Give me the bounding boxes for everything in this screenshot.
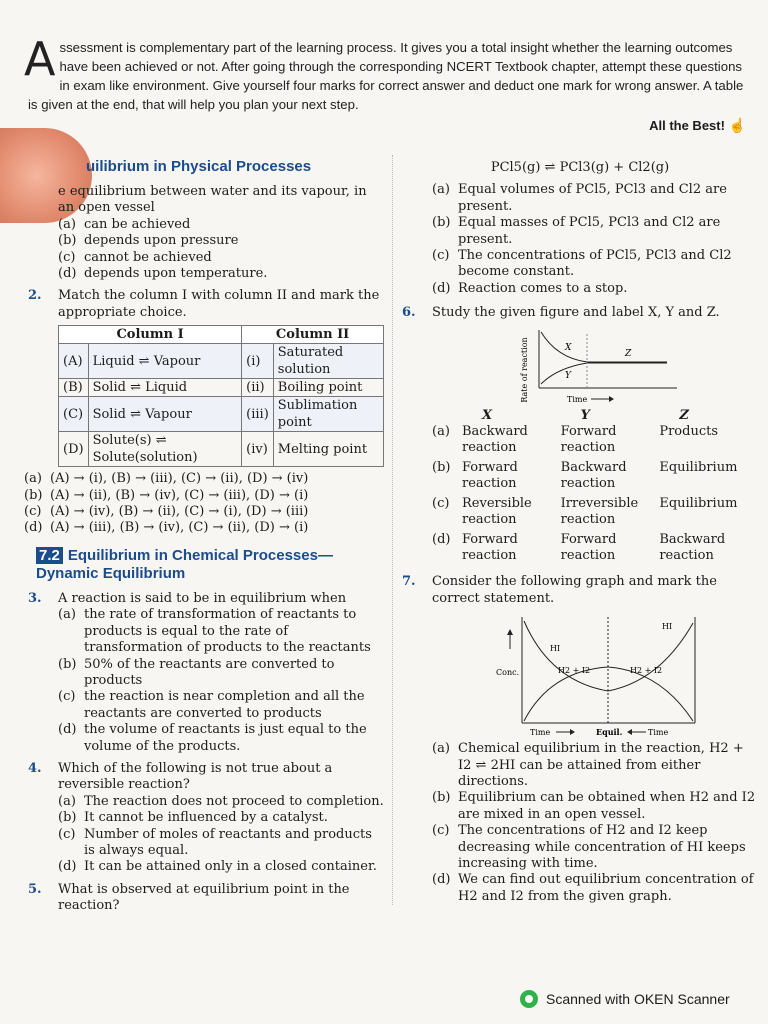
column-header: Column II	[242, 326, 384, 344]
option-letter: (d)	[58, 266, 77, 282]
option-letter: (c)	[432, 248, 450, 264]
option-item	[58, 266, 384, 282]
option-letter: (c)	[58, 826, 76, 842]
option-text: (A) → (i), (B) → (iii), (C) → (ii), (D) → (iv)	[50, 471, 309, 487]
option-letter: (d)	[432, 531, 451, 547]
option-letter: (b)	[58, 233, 77, 249]
option-text: The concentrations of PCl5, PCl3 and Cl2 become constant.	[458, 248, 732, 280]
section-title-chemical	[24, 547, 366, 583]
option-letter: (c)	[24, 504, 42, 520]
table-row	[59, 379, 384, 397]
option-item	[58, 794, 384, 810]
match-table	[58, 325, 384, 467]
graph-time-right: Time	[648, 728, 669, 738]
xyz-row	[432, 532, 758, 565]
xyz-cell: Forward reaction	[560, 531, 617, 563]
left-column	[24, 158, 384, 919]
option-item	[24, 471, 384, 487]
thumbs-up-icon: ☝	[728, 117, 746, 133]
xyz-cell: Equilibrium	[659, 495, 738, 511]
option-item	[24, 504, 384, 520]
option-letter: (a)	[432, 424, 450, 440]
question-number: 6.	[402, 305, 416, 321]
option-text: depends upon temperature.	[84, 266, 268, 282]
graph-hi-mid: HI	[550, 644, 561, 654]
question-text: Consider the following graph and mark the correct statement.	[432, 574, 717, 606]
option-text: Chemical equilibrium in the reaction, H2 + I2 ⇌ 2HI can be attained from either directions.	[458, 741, 744, 789]
table-cell: (i)	[242, 344, 274, 379]
xyz-cell: Forward reaction	[560, 424, 617, 456]
option-text: the volume of reactants is just equal to the volume of the products.	[84, 722, 367, 754]
graph-curve-h2i2-right	[608, 667, 693, 721]
option-text: The reaction does not proceed to completion.	[84, 793, 384, 809]
option-letter: (b)	[432, 790, 451, 806]
option-text: Equal masses of PCl5, PCl3 and Cl2 are present.	[458, 215, 721, 247]
right-column	[402, 158, 758, 905]
xyz-row	[432, 460, 758, 493]
question-text: e equilibrium between water and its vapour, in an open vessel	[58, 184, 367, 216]
question-2	[24, 288, 384, 321]
option-letter: (c)	[432, 823, 450, 839]
conc-graph	[490, 611, 720, 741]
option-letter: (a)	[58, 607, 76, 623]
xyz-cell: Backward reaction	[462, 424, 528, 456]
xyz-header-y: Y	[580, 407, 590, 423]
question-2-options	[24, 471, 384, 537]
option-text: 50% of the reactants are converted to products	[84, 656, 335, 688]
intro-text: ssessment is complementary part of the learning process. It gives you a total insight whether the learning outcomes have been achieved or not. After going through the corresponding NCERT Textbook chapter, attempt these questions in exam like environment. Give yourself four marks for correct answer and deduct one mark for wrong answer. A table is given at the end, that will help you plan your next step.	[28, 40, 744, 112]
option-item	[58, 810, 384, 826]
table-cell: Solid ⇌ Vapour	[88, 397, 242, 432]
option-item	[58, 859, 384, 875]
option-item	[24, 488, 384, 504]
question-7	[402, 574, 758, 607]
option-text: depends upon pressure	[84, 233, 239, 249]
xyz-cell: Equilibrium	[659, 459, 738, 475]
option-letter: (b)	[432, 215, 451, 231]
graph-curve-hi-right	[608, 623, 693, 691]
table-cell: Saturated solution	[273, 344, 383, 379]
option-text: It cannot be influenced by a catalyst.	[84, 810, 328, 826]
table-cell: Solid ⇌ Liquid	[88, 379, 242, 397]
question-text: Which of the following is not true about a reversible reaction?	[58, 760, 333, 793]
scanner-text: Scanned with OKEN Scanner	[546, 991, 730, 1007]
table-cell: (iii)	[242, 397, 274, 432]
question-4	[24, 761, 384, 876]
option-letter: (c)	[58, 689, 76, 705]
option-item	[432, 741, 758, 790]
graph-time-left: Time	[530, 728, 551, 738]
graph-equil-label: Equil.	[596, 727, 623, 738]
graph-curve-h2i2-left	[524, 621, 608, 691]
all-the-best	[649, 117, 746, 134]
graph-h2i2-left: H2 + I2	[558, 666, 591, 676]
xyz-row	[432, 424, 758, 457]
question-1	[24, 184, 384, 282]
scanner-watermark	[520, 990, 730, 1008]
option-letter: (a)	[24, 471, 42, 487]
option-letter: (c)	[58, 249, 76, 265]
section-title-text: Equilibrium in Chemical Processes— Dynamic Equilibrium	[36, 546, 333, 582]
section-title-physical: uilibrium in Physical Processes	[86, 158, 312, 175]
xyz-row	[432, 496, 758, 529]
option-text: Number of moles of reactants and products is always equal.	[84, 826, 372, 858]
option-letter: (d)	[58, 859, 77, 875]
table-row	[59, 344, 384, 379]
graph-time-arrowhead-left	[570, 729, 575, 735]
option-item	[58, 250, 384, 266]
section-number: 7.2	[36, 547, 63, 564]
option-text: Equal volumes of PCl5, PCl3 and Cl2 are present.	[458, 182, 727, 214]
option-letter: (d)	[432, 280, 451, 296]
question-3	[24, 591, 384, 755]
option-text: can be achieved	[84, 216, 191, 232]
option-text: the reaction is near completion and all the reactants are converted to products	[84, 689, 365, 721]
table-cell: Boiling point	[273, 379, 383, 397]
column-divider	[392, 155, 393, 905]
rate-figure	[517, 326, 717, 408]
pcl5-equation: PCl5(g) ⇌ PCl3(g) + Cl2(g)	[490, 160, 670, 175]
figure-label-y: Y	[565, 370, 571, 381]
option-letter: (d)	[24, 520, 43, 536]
option-item	[58, 233, 384, 249]
option-text: cannot be achieved	[84, 249, 212, 265]
xyz-cell: Backward reaction	[659, 531, 726, 563]
table-cell: (B)	[59, 379, 89, 397]
option-text: The concentrations of H2 and I2 keep decreasing while concentration of HI keeps increasing with time.	[458, 823, 746, 871]
question-text: A reaction is said to be in equilibrium when	[58, 590, 347, 606]
graph-hi-top: HI	[662, 622, 673, 632]
xyz-table	[432, 408, 758, 565]
option-item	[58, 689, 384, 722]
option-letter: (b)	[24, 487, 43, 503]
intro-paragraph	[24, 32, 750, 114]
option-item	[432, 823, 758, 872]
column-header: Column I	[59, 326, 242, 344]
question-number: 3.	[28, 590, 42, 606]
table-row	[59, 397, 384, 432]
option-text: We can find out equilibrium concentration of H2 and I2 from the given graph.	[458, 872, 754, 904]
option-item	[432, 872, 758, 905]
option-text: the rate of transformation of reactants to products is equal to the rate of transformation of products to the reactants	[84, 607, 371, 656]
question-number: 5.	[28, 881, 42, 897]
option-text: Equilibrium can be obtained when H2 and I2 are mixed in an open vessel.	[458, 790, 756, 822]
table-cell: Liquid ⇌ Vapour	[88, 344, 242, 379]
option-item	[432, 281, 758, 297]
xyz-cell: Forward reaction	[462, 531, 518, 563]
figure-curve-y	[541, 363, 667, 384]
xyz-cell: Forward reaction	[462, 459, 518, 492]
option-letter: (b)	[432, 459, 451, 475]
option-item	[432, 790, 758, 823]
question-text: Match the column I with column II and mark the appropriate choice.	[58, 288, 380, 320]
table-cell: (C)	[59, 397, 89, 432]
table-cell: (A)	[59, 344, 89, 379]
option-item	[58, 217, 384, 233]
figure-curve-x	[541, 332, 667, 362]
figure-label-z: Z	[625, 348, 632, 359]
xyz-cell: Reversible reaction	[462, 495, 532, 528]
figure-y-label: Rate of reaction	[520, 336, 529, 403]
question-5	[24, 882, 384, 915]
drop-cap: A	[24, 32, 56, 86]
option-letter: (a)	[58, 216, 76, 232]
question-number: 7.	[402, 574, 416, 590]
option-letter: (b)	[58, 810, 77, 826]
option-item	[432, 215, 758, 248]
xyz-spacer	[432, 408, 462, 424]
figure-time-label: Time	[567, 394, 588, 404]
option-text: (A) → (iv), (B) → (ii), (C) → (i), (D) → (iii)	[50, 504, 309, 520]
option-item	[58, 827, 384, 860]
option-item	[24, 520, 384, 536]
table-cell: (iv)	[242, 432, 274, 467]
xyz-cell: Products	[659, 424, 719, 440]
question-number: 4.	[28, 760, 42, 776]
option-item	[432, 248, 758, 281]
question-number: 2.	[28, 288, 42, 304]
xyz-cell: Irreversible reaction	[560, 495, 639, 528]
option-text: It can be attained only in a closed container.	[84, 859, 377, 875]
question-6	[402, 305, 758, 321]
table-cell: Sublimation point	[273, 397, 383, 432]
option-letter: (d)	[58, 722, 77, 738]
graph-y-label: Conc.	[496, 668, 520, 678]
option-letter: (a)	[432, 182, 450, 198]
xyz-header-x: X	[482, 407, 493, 423]
option-letter: (a)	[58, 793, 76, 809]
question-text: Study the given figure and label X, Y and Z.	[432, 305, 720, 321]
figure-x-label: X	[565, 342, 572, 353]
graph-up-arrowhead	[507, 629, 513, 635]
option-letter: (a)	[432, 741, 450, 757]
table-cell: Solute(s) ⇌ Solute(solution)	[88, 432, 242, 467]
table-row	[59, 432, 384, 467]
table-cell: (D)	[59, 432, 89, 467]
xyz-header	[432, 408, 758, 424]
option-text: Reaction comes to a stop.	[458, 280, 628, 296]
option-item	[58, 722, 384, 755]
figure-time-arrowhead	[609, 396, 614, 402]
option-item	[432, 182, 758, 215]
scanner-logo-icon	[520, 990, 538, 1008]
option-text: (A) → (iii), (B) → (iv), (C) → (ii), (D) → (i)	[50, 520, 309, 536]
option-letter: (d)	[432, 872, 451, 888]
table-cell: (ii)	[242, 379, 274, 397]
sign-off-text: All the Best!	[649, 118, 725, 133]
graph-h2i2-right: H2 + I2	[630, 666, 663, 676]
question-text: What is observed at equilibrium point in the reaction?	[58, 881, 350, 914]
option-text: (A) → (ii), (B) → (iv), (C) → (iii), (D) → (i)	[50, 487, 309, 503]
graph-time-arrowhead-right	[627, 729, 632, 735]
option-item	[58, 657, 384, 690]
table-cell: Melting point	[273, 432, 383, 467]
xyz-header-z: Z	[679, 407, 689, 423]
option-letter: (b)	[58, 656, 77, 672]
option-item	[58, 607, 384, 656]
option-letter: (c)	[432, 495, 450, 511]
xyz-cell: Backward reaction	[560, 459, 627, 492]
